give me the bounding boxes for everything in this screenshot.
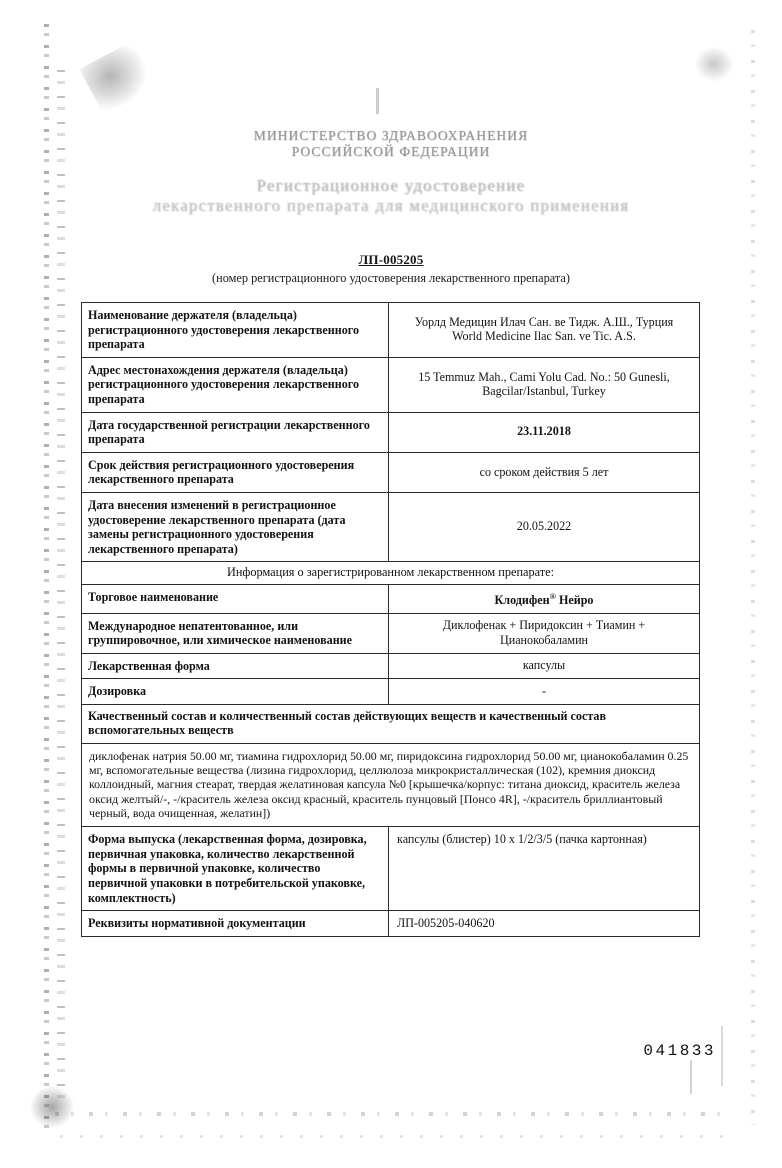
scan-artifact-speck — [690, 1060, 692, 1094]
table-row — [82, 303, 700, 358]
table-row — [82, 584, 700, 613]
row-value-trade-name — [389, 584, 700, 613]
holder-address-line2: Bagcilar/Istanbul, Turkey — [482, 384, 606, 399]
table-row — [82, 653, 700, 679]
row-value-package-form: капсулы (блистер) 10 х 1/2/3/5 (пачка картонная) — [389, 827, 700, 911]
scan-artifact-corner-smudge — [30, 1086, 74, 1128]
scan-artifact-bottom-edge-secondary — [60, 1135, 730, 1138]
scan-artifact-bottom-edge — [55, 1112, 735, 1116]
row-value-inn — [389, 613, 700, 653]
table-row — [82, 911, 700, 937]
certificate-title — [0, 176, 782, 216]
certificate-number-caption: (номер регистрационного удостоверения лекарственного препарата) — [212, 271, 570, 285]
document-serial-number: 041833 — [643, 1042, 716, 1060]
table-row-section-header — [82, 562, 700, 585]
inn-line2: Цианокобаламин — [499, 632, 589, 647]
document-header — [0, 128, 782, 216]
row-label-package-form: Форма выпуска (лекарственная форма, дозировка, первичная упаковка, количество лекарственной формы в первичной упаковке, количество первичной упаковки в потребительской упаковке, комплектность) — [82, 827, 389, 911]
row-label-holder-name: Наименование держателя (владельца) регистрационного удостоверения лекарственного препарата — [82, 303, 389, 358]
section-header-composition: Качественный состав и количественный состав действующих веществ и качественный состав вспомогательных веществ — [82, 704, 700, 743]
table-row — [82, 679, 700, 705]
row-label-validity-period: Срок действия регистрационного удостоверения лекарственного препарата — [82, 452, 389, 492]
certificate-number: ЛП-005205 — [358, 252, 424, 267]
table-row — [82, 613, 700, 653]
trade-name-suffix: Нейро — [555, 592, 594, 607]
holder-name-russian: Уорлд Медицин Илач Сан. ве Тидж. А.Ш., Турция — [414, 314, 674, 329]
row-value-dosage-form: капсулы — [389, 653, 700, 679]
row-value-dosage: - — [389, 679, 700, 705]
holder-address-line1: 15 Temmuz Mah., Cami Yolu Cad. No.: 50 Gunesli, — [418, 369, 670, 384]
registration-details-table — [81, 302, 700, 937]
certificate-title-line2: лекарственного препарата для медицинского применения — [152, 196, 630, 215]
table-row — [82, 743, 700, 826]
row-label-registration-date: Дата государственной регистрации лекарственного препарата — [82, 412, 389, 452]
table-row — [82, 412, 700, 452]
ministry-name — [0, 128, 782, 159]
registration-date-value: 23.11.2018 — [517, 424, 571, 439]
scan-artifact-speck — [721, 1026, 723, 1086]
registered-trademark-symbol: ® — [549, 590, 556, 601]
row-label-inn: Международное непатентованное, или группировочное, или химическое наименование — [82, 613, 389, 653]
holder-name-latin: World Medicine Ilac San. ve Tic. A.S. — [452, 329, 636, 344]
table-row — [82, 492, 700, 561]
row-value-validity-period: со сроком действия 5 лет — [389, 452, 700, 492]
row-label-trade-name: Торговое наименование — [82, 584, 389, 613]
composition-text: диклофенак натрия 50.00 мг, тиамина гидрохлорид 50.00 мг, пиридоксина гидрохлорид 50.00 мг, цианокобаламин 0.25 мг, вспомогательные вещества (лизина гидрохлорид, целлюлоза микрокристаллическая (102), кремния диоксид коллоидный, магния стеарат, твердая желатиновая капсула №0 [крышечка/корпус: титана диоксид, краситель железа оксид желтый/-, -/краситель железа оксид красный, краситель пунцовый [Понсо 4R], -/краситель бриллиантовый черный, вода очищенная, желатин]) — [82, 743, 700, 826]
inn-line1: Диклофенак + Пиридоксин + Тиамин + — [442, 618, 646, 633]
table-row — [82, 452, 700, 492]
trade-name-main: Клодифен — [494, 592, 550, 607]
row-label-normative-docs: Реквизиты нормативной документации — [82, 911, 389, 937]
ministry-name-line2: РОССИЙСКОЙ ФЕДЕРАЦИИ — [291, 143, 491, 159]
row-label-amendment-date: Дата внесения изменений в регистрационное удостоверение лекарственного препарата (дата замены регистрационного удостоверения лекарственного препарата) — [82, 492, 389, 561]
scan-artifact-top-right-smudge — [694, 46, 734, 82]
row-value-holder-address — [389, 357, 700, 412]
section-header-registered-product-info: Информация о зарегистрированном лекарственном препарате: — [82, 562, 700, 585]
row-label-dosage: Дозировка — [82, 679, 389, 705]
scan-artifact-speck — [376, 88, 379, 114]
row-label-holder-address: Адрес местонахождения держателя (владельца) регистрационного удостоверения лекарственного препарата — [82, 357, 389, 412]
ministry-name-line1: МИНИСТЕРСТВО ЗДРАВООХРАНЕНИЯ — [253, 128, 529, 143]
table-row-section-header — [82, 704, 700, 743]
row-label-dosage-form: Лекарственная форма — [82, 653, 389, 679]
row-value-normative-docs: ЛП-005205-040620 — [389, 911, 700, 937]
table-row — [82, 827, 700, 911]
scan-artifact-left-margin-secondary — [57, 70, 65, 1110]
row-value-registration-date — [389, 412, 700, 452]
certificate-title-line1: Регистрационное удостоверение — [256, 176, 526, 195]
row-value-amendment-date: 20.05.2022 — [389, 492, 700, 561]
scan-artifact-top-left-smudge — [79, 41, 156, 115]
table-row — [82, 357, 700, 412]
row-value-holder-name — [389, 303, 700, 358]
